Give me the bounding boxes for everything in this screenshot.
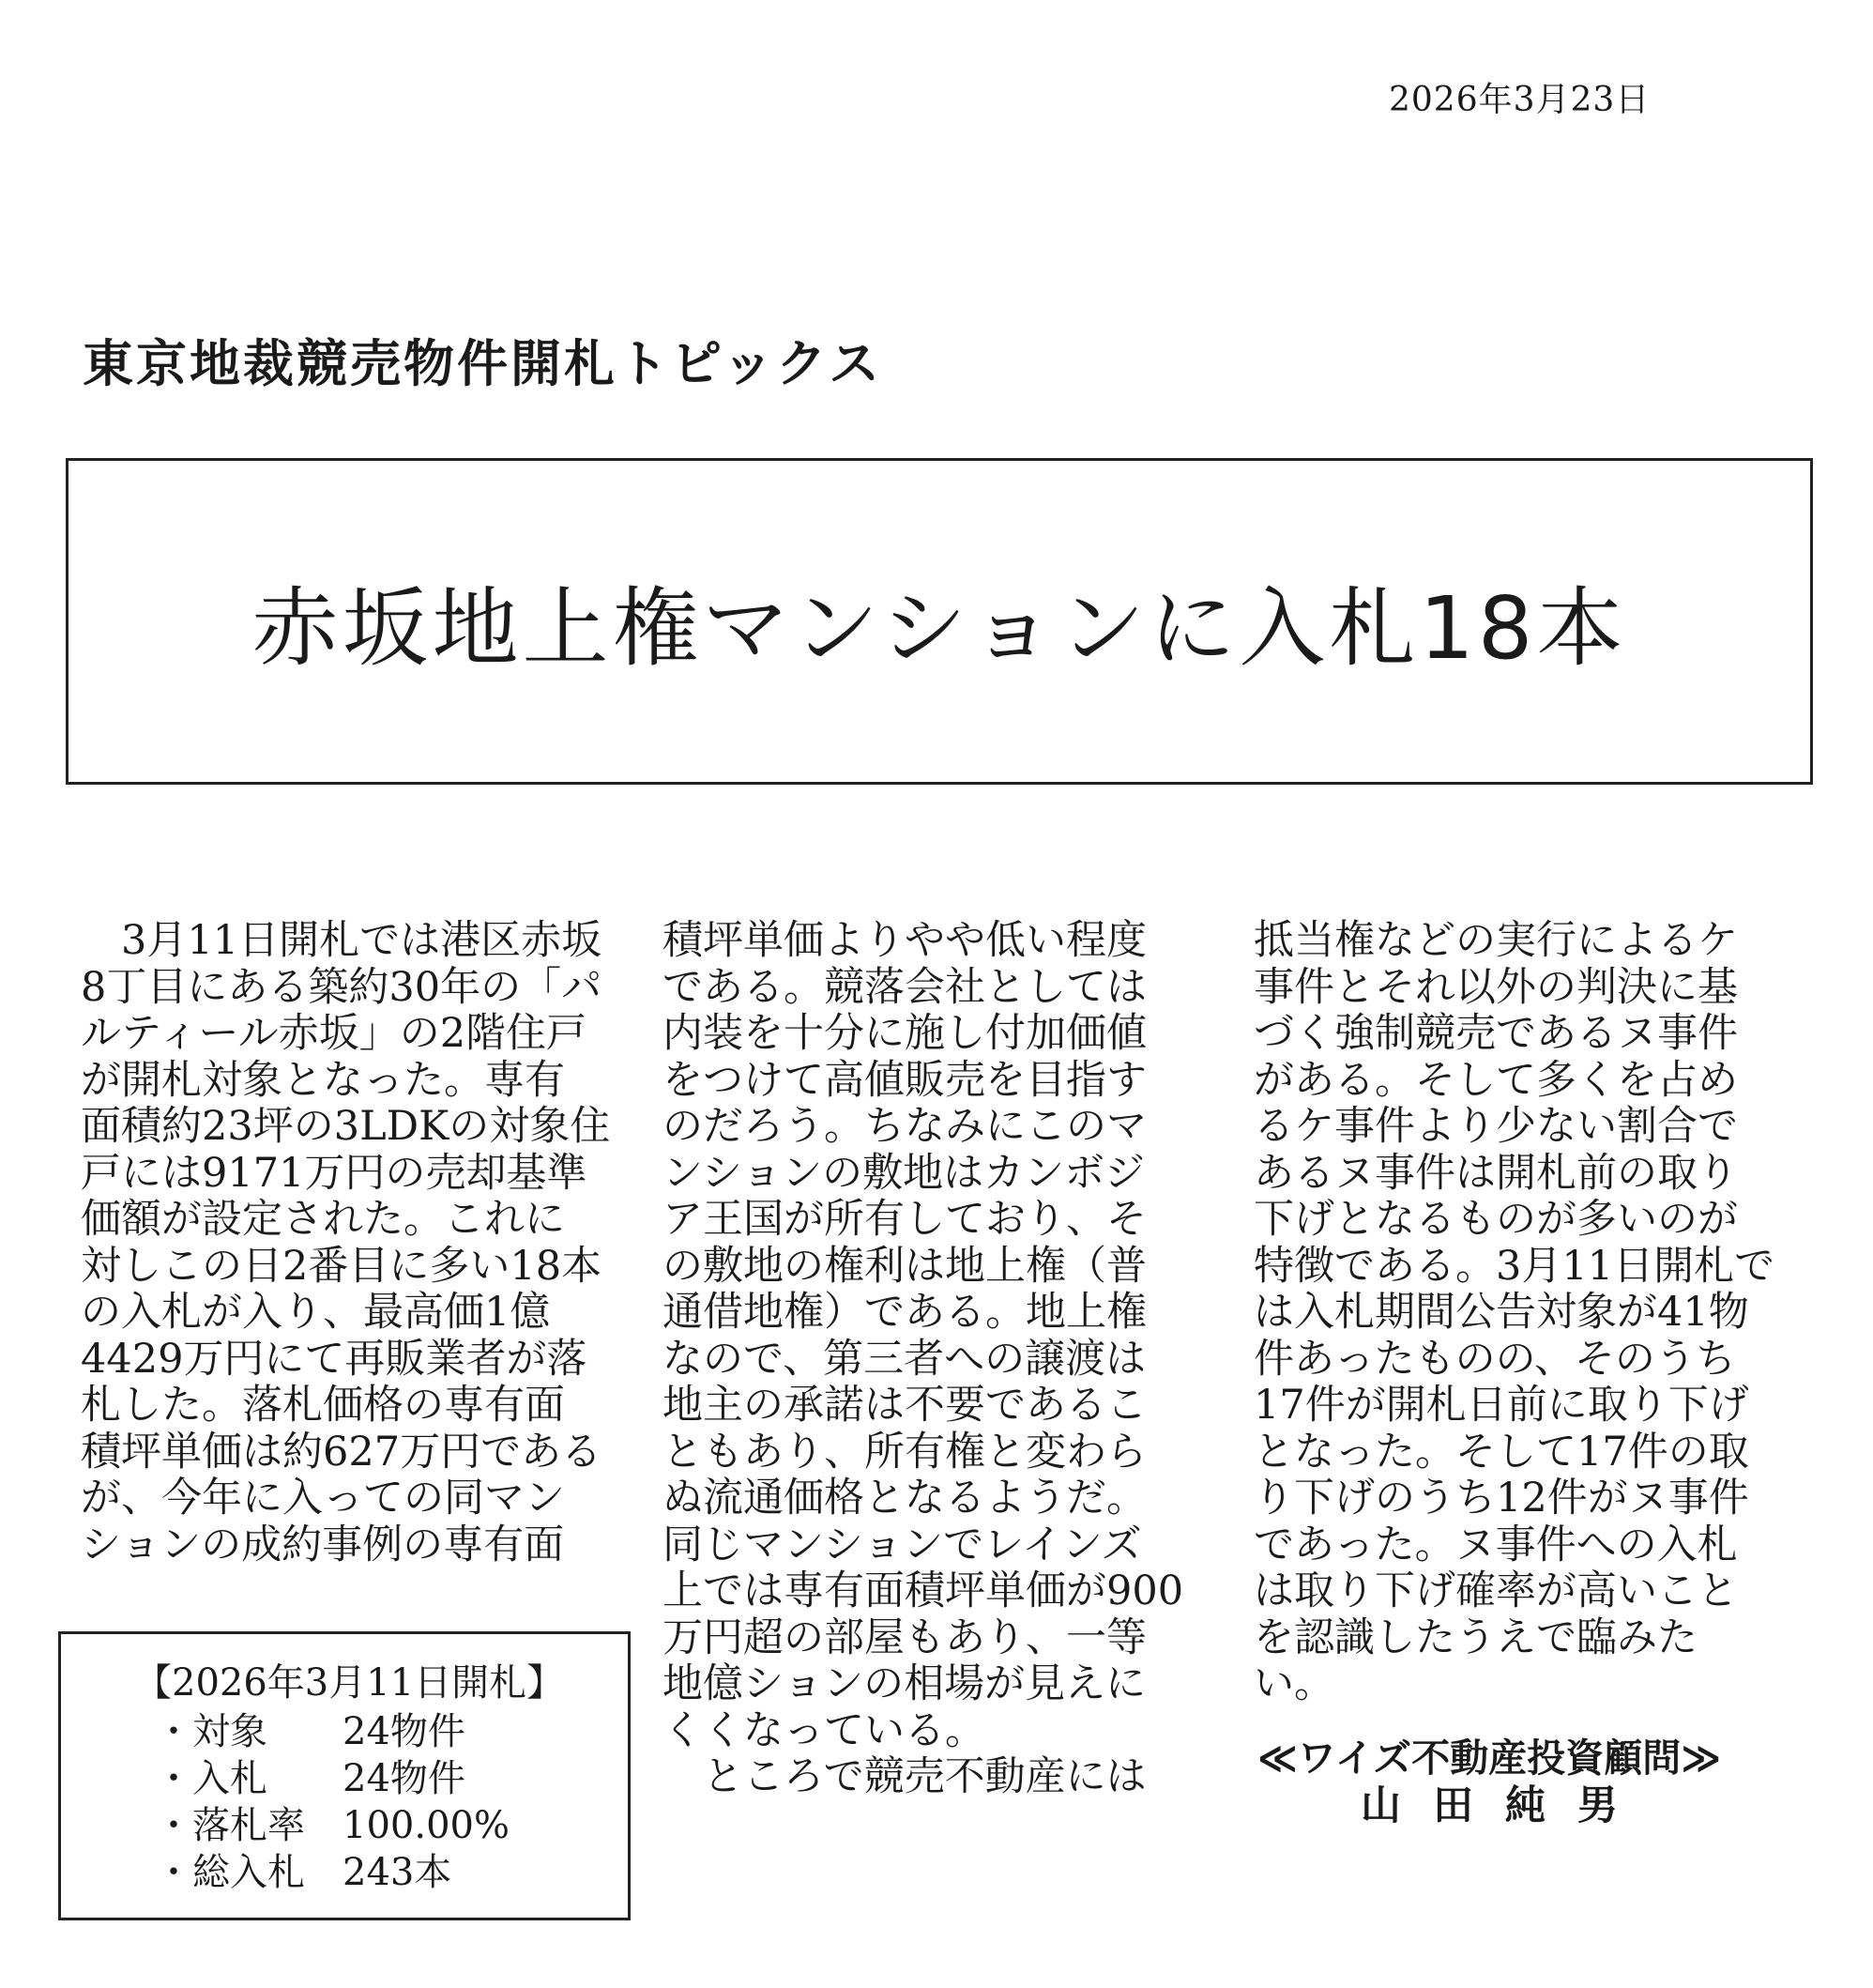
byline-organization: ≪ワイズ不動産投資顧問≫ [1257, 1736, 1722, 1781]
article-column-2 [662, 918, 1183, 1801]
text-line: 特徴である。3月11日開札で [1254, 1242, 1775, 1290]
text-line: るケ事件より少ない割合で [1254, 1103, 1738, 1150]
text-line: 内装を十分に施し付加価値 [662, 1010, 1147, 1057]
text-line: がある。そして多くを占め [1254, 1056, 1738, 1104]
stats-heading: 【2026年3月11日開札】 [134, 1661, 565, 1705]
text-line: 地主の承諾は不要であるこ [662, 1382, 1147, 1429]
text-line: が開札対象となった。専有 [81, 1056, 565, 1104]
text-line: 件あったものの、そのうち [1254, 1335, 1736, 1383]
text-line: は入札期間公告対象が41物 [1254, 1289, 1749, 1336]
stat-row-target [155, 1702, 465, 1755]
text-line: ところで競売不動産には [662, 1753, 1147, 1800]
text-line: 積坪単価よりやや低い程度 [662, 917, 1147, 964]
text-line: 万円超の部屋もあり、一等 [662, 1613, 1147, 1661]
text-line: 同じマンションでレインズ [662, 1521, 1142, 1568]
text-line: のだろう。ちなみにこのマ [662, 1103, 1147, 1150]
text-line: 戸には9171万円の売却基準 [81, 1149, 587, 1197]
text-line: であった。ヌ事件への入札 [1254, 1521, 1738, 1568]
text-line: ぬ流通価格となるようだ。 [662, 1475, 1147, 1522]
text-line: 面積約23坪の3LDKの対象住 [81, 1103, 611, 1150]
stat-row-bids [155, 1749, 465, 1802]
text-line: 8丁目にある築約30年の「パ [81, 963, 602, 1011]
text-line: が、今年に入っての同マン [81, 1475, 565, 1522]
stat-label: ・総入札 [155, 1851, 305, 1894]
text-line: なので、第三者への譲渡は [662, 1335, 1147, 1383]
headline-box [66, 458, 1813, 785]
text-line: 4429万円にて再販業者が落 [81, 1335, 587, 1383]
text-line: の入札が入り、最高価1億 [81, 1289, 551, 1336]
text-line: 3月11日開札では港区赤坂 [81, 917, 602, 964]
text-line: 札した。落札価格の専有面 [81, 1382, 565, 1429]
text-line: 事件とそれ以外の判決に基 [1254, 963, 1738, 1011]
text-line: ともあり、所有権と変わら [662, 1428, 1147, 1476]
text-line: を認識したうえで臨みた [1254, 1613, 1698, 1661]
text-line: り下げのうち12件がヌ事件 [1254, 1475, 1749, 1522]
text-line: 積坪単価は約627万円である [81, 1428, 602, 1476]
text-line: である。競落会社としては [662, 963, 1147, 1011]
stat-label: ・入札 [155, 1757, 267, 1800]
text-line: 上では専有面積坪単価が900 [662, 1567, 1184, 1614]
text-line: 対しこの日2番目に多い18本 [81, 1242, 602, 1290]
headline: 赤坂地上権マンションに入札18本 [251, 578, 1627, 679]
text-line: い。 [1254, 1660, 1334, 1707]
auction-stats-box [58, 1631, 631, 1920]
stat-value: 100.00% [343, 1804, 510, 1847]
text-line: ションの成約事例の専有面 [81, 1521, 565, 1568]
stat-value: 243本 [343, 1851, 452, 1894]
text-line: 17件が開札日前に取り下げ [1254, 1382, 1749, 1429]
text-line: 地億ションの相場が見えに [662, 1660, 1147, 1707]
text-line: 下げとなるものが多いのが [1254, 1196, 1738, 1243]
stat-row-total-bids [155, 1843, 451, 1896]
stat-label: ・対象 [155, 1710, 267, 1753]
series-title: 東京地裁競売物件開札トピックス [83, 334, 883, 393]
stat-value: 24物件 [343, 1710, 465, 1753]
text-line: 通借地権）である。地上権 [662, 1289, 1147, 1336]
stat-row-award-rate [155, 1796, 510, 1849]
text-line: 価額が設定された。これに [81, 1196, 565, 1243]
article-column-1 [81, 918, 610, 1568]
stat-value: 24物件 [343, 1757, 465, 1800]
text-line: は取り下げ確率が高いこと [1254, 1567, 1738, 1614]
text-line: ンションの敷地はカンボジ [662, 1149, 1146, 1197]
text-line: 抵当権などの実行によるケ [1254, 917, 1738, 964]
byline-author: 山田純男 [1361, 1782, 1650, 1829]
text-line: ア王国が所有しており、そ [662, 1196, 1147, 1243]
text-line: となった。そして17件の取 [1254, 1428, 1749, 1476]
text-line: づく強制競売であるヌ事件 [1254, 1010, 1738, 1057]
publication-date: 2026年3月23日 [1389, 81, 1651, 119]
text-line: あるヌ事件は開札前の取り [1254, 1149, 1738, 1197]
text-line: ルティール赤坂」の2階住戸 [81, 1010, 587, 1057]
article-column-3 [1254, 918, 1774, 1708]
stat-label: ・落札率 [155, 1804, 305, 1847]
text-line: の敷地の権利は地上権（普 [662, 1242, 1147, 1290]
text-line: をつけて高値販売を目指す [662, 1056, 1147, 1104]
text-line: くくなっている。 [662, 1706, 985, 1754]
